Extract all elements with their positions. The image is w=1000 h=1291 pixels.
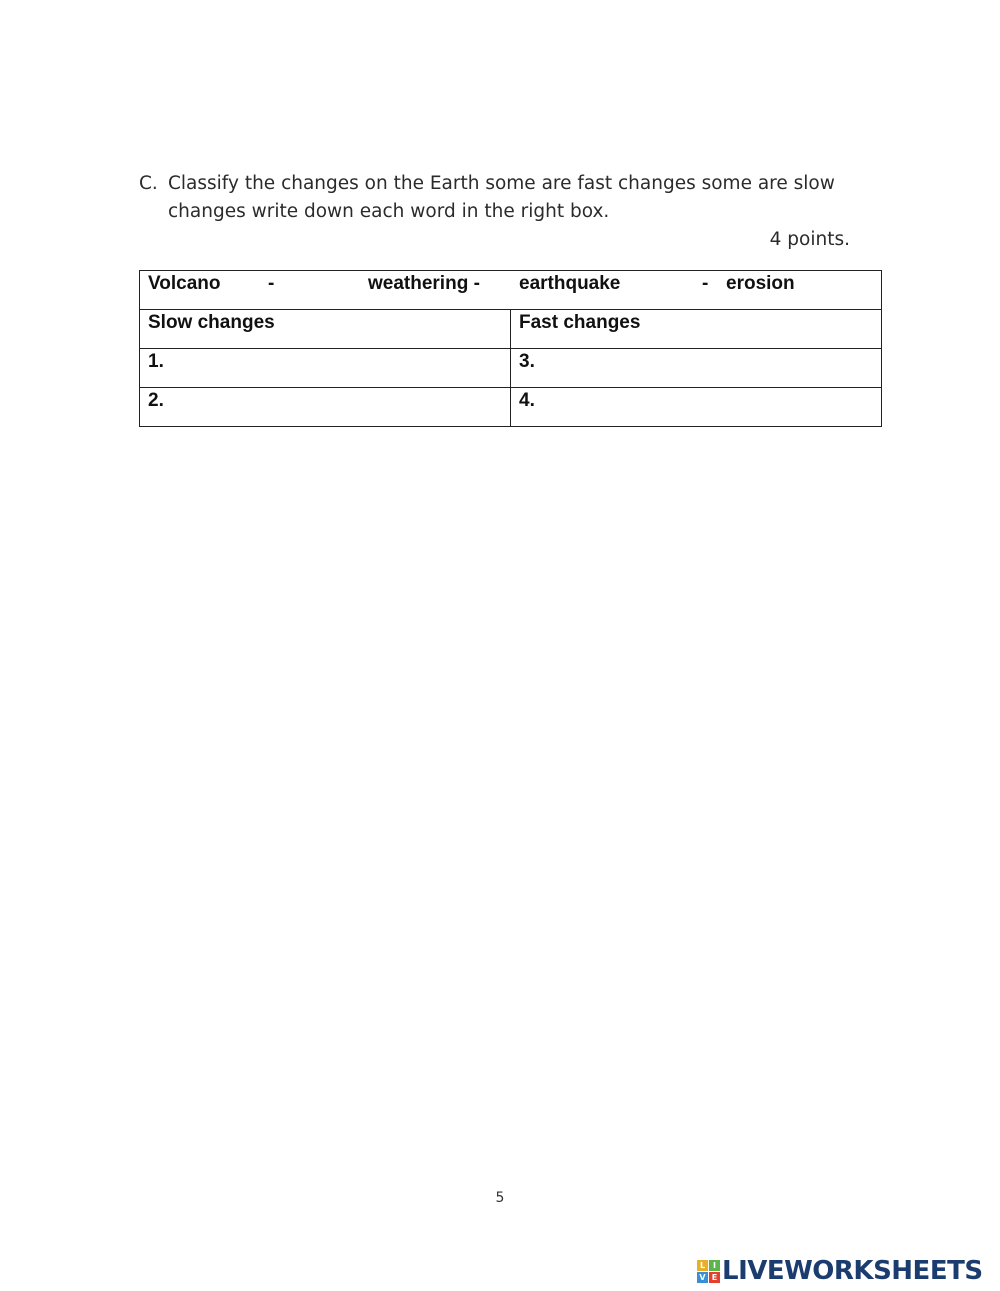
word-bank-row: [140, 271, 882, 310]
table-row: [140, 388, 882, 427]
liveworksheets-logo: [697, 1256, 983, 1286]
word-volcano[interactable]: Volcano: [148, 273, 221, 294]
word-earthquake[interactable]: earthquake: [519, 273, 621, 294]
header-fast-changes: Fast changes: [511, 310, 882, 349]
word-separator: -: [268, 273, 275, 294]
answer-cell-1[interactable]: 1.: [140, 349, 511, 388]
header-row: [140, 310, 882, 349]
word-bank: [148, 271, 873, 309]
word-bank-cell: [140, 271, 882, 310]
question-letter: C.: [139, 173, 158, 194]
question-text: Classify the changes on the Earth some are fast changes some are slow changes write down each word in the right box.: [168, 173, 835, 222]
classification-table: [139, 270, 882, 427]
table-row: [140, 349, 882, 388]
answer-cell-2[interactable]: 2.: [140, 388, 511, 427]
word-separator: -: [702, 273, 709, 294]
logo-blocks-icon: [697, 1260, 720, 1283]
header-slow-changes: Slow changes: [140, 310, 511, 349]
points-label: 4 points.: [769, 229, 850, 250]
question-c: [139, 170, 859, 226]
answer-cell-3[interactable]: 3.: [511, 349, 882, 388]
logo-block: V: [697, 1272, 708, 1283]
word-erosion[interactable]: erosion: [726, 273, 795, 294]
logo-block: E: [709, 1272, 720, 1283]
logo-block: I: [709, 1260, 720, 1271]
logo-text: LIVEWORKSHEETS: [722, 1256, 983, 1286]
logo-block: L: [697, 1260, 708, 1271]
word-weathering[interactable]: weathering -: [368, 273, 480, 294]
answer-cell-4[interactable]: 4.: [511, 388, 882, 427]
page-number: 5: [495, 1190, 505, 1206]
